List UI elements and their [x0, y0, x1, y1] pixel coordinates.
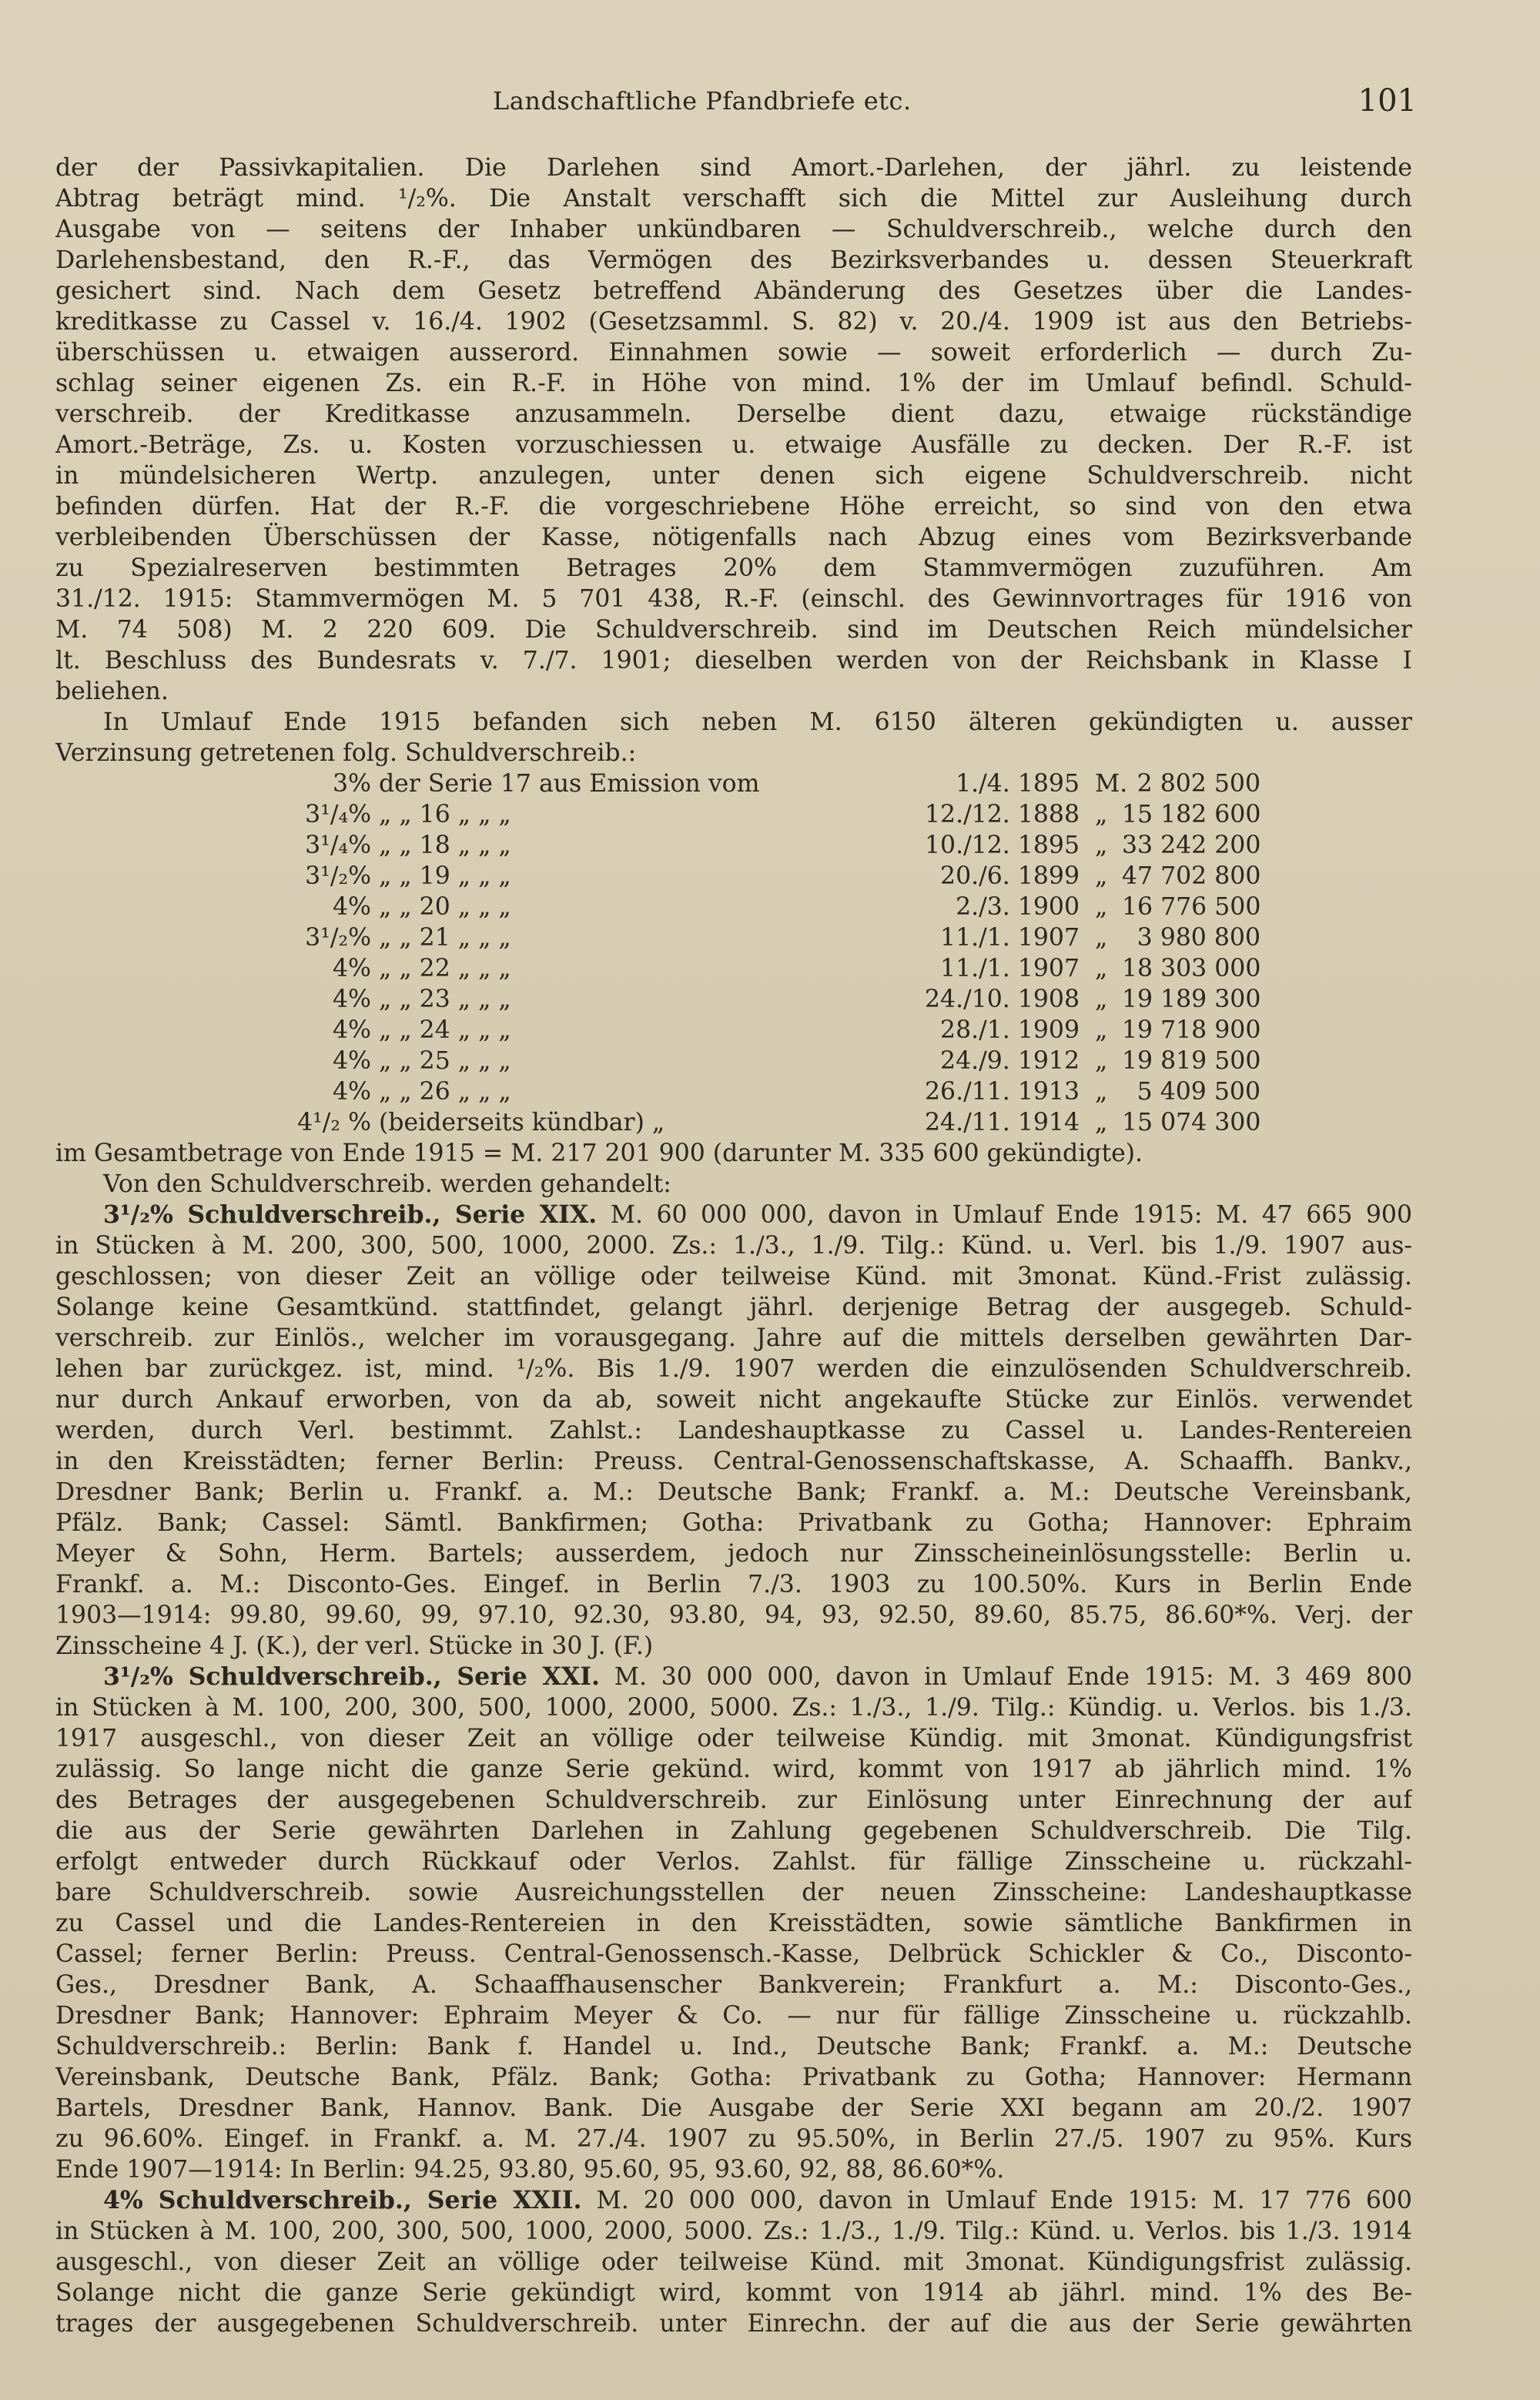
amount-cell: 47 702 800: [1122, 862, 1261, 890]
date-cell: 1./4. 1895: [956, 770, 1080, 798]
table-row: [55, 1046, 1412, 1076]
text-line: zulässig. So lange nicht die ganze Serie gekünd. wird, kommt von 1917 ab jährlich mind. 1%: [55, 1756, 1412, 1783]
text-line: ausgeschl., von dieser Zeit an völlige oder teilweise Künd. mit 3monat. Kündigungsfrist zulässig.: [55, 2248, 1412, 2276]
text-line: die aus der Serie gewährten Darlehen in Zahlung gegebenen Schuldverschreib. Die Tilg.: [55, 1817, 1412, 1845]
rate-cell: 3¹/₂%: [305, 862, 371, 890]
table-row: [55, 892, 1412, 922]
total-line: im Gesamtbetrage von Ende 1915 = M. 217 201 900 (darunter M. 335 600 gekündigte).: [55, 1140, 1143, 1167]
text-line: Meyer & Sohn, Herm. Bartels; ausserdem, jedoch nur Zinsscheineinlösungsstelle: Berlin u.: [55, 1540, 1412, 1568]
date-cell: 24./11. 1914: [925, 1109, 1080, 1136]
date-cell: 28./1. 1909: [940, 1016, 1080, 1044]
rate-cell: 3¹/₄%: [305, 832, 371, 859]
currency-cell: „: [1095, 862, 1108, 890]
table-row: [55, 1107, 1412, 1138]
series-cell: „ „ 25 „ „ „: [379, 1047, 511, 1075]
text-line: nur durch Ankauf erworben, von da ab, soweit nicht angekaufte Stücke zur Einlös. verwendet: [55, 1386, 1412, 1414]
text-line: 1917 ausgeschl., von dieser Zeit an völlige oder teilweise Kündig. mit 3monat. Kündigungsfrist: [55, 1725, 1412, 1752]
amount-cell: 5 409 500: [1137, 1078, 1260, 1106]
text-line: Dresdner Bank; Berlin u. Frankf. a. M.: Deutsche Bank; Frankf. a. M.: Deutsche Vereinsbank,: [55, 1478, 1412, 1506]
text-line: 1903—1914: 99.80, 99.60, 99, 97.10, 92.30, 93.80, 94, 93, 92.50, 89.60, 85.75, 86.60*%. Verj. der: [55, 1602, 1412, 1629]
series-cell: „ „ 16 „ „ „: [379, 801, 511, 828]
text-line: Amort.-Beträge, Zs. u. Kosten vorzuschiessen u. etwaige Ausfälle zu decken. Der R.-F. ist: [55, 431, 1412, 459]
date-cell: 24./10. 1908: [925, 986, 1080, 1013]
amount-cell: 2 802 500: [1137, 770, 1260, 798]
currency-cell: „: [1095, 955, 1108, 982]
table-row: [55, 953, 1412, 984]
text-line: Cassel; ferner Berlin: Preuss. Central-Genossensch.-Kasse, Delbrück Schickler & Co., Disconto-: [55, 1940, 1412, 1968]
date-cell: 11./1. 1907: [940, 955, 1080, 982]
series-cell: „ „ 23 „ „ „: [379, 986, 511, 1013]
text-line: des Betrages der ausgegebenen Schuldverschreib. zur Einlösung unter Einrechnung der auf: [55, 1786, 1412, 1814]
text-line: in Stücken à M. 100, 200, 300, 500, 1000, 2000, 5000. Zs.: 1./3., 1./9. Tilg.: Kündig. u. Verlos. bis 1./3.: [55, 1694, 1412, 1722]
text-line: überschüssen u. etwaigen ausserord. Einnahmen sowie — soweit erforderlich — durch Zu-: [55, 339, 1412, 367]
text-line: schlag seiner eigenen Zs. ein R.-F. in Höhe von mind. 1% der im Umlauf befindl. Schuld-: [55, 370, 1412, 397]
date-cell: 2./3. 1900: [956, 893, 1080, 921]
rate-cell: 3¹/₂%: [305, 924, 371, 952]
rate-cell: 3%: [333, 770, 371, 798]
paragraph-intro: [55, 152, 1412, 707]
text-line: 31./12. 1915: Stammvermögen M. 5 701 438, R.-F. (einschl. des Gewinnvortrages für 1916 von: [55, 585, 1412, 613]
text-line: Solange keine Gesamtkünd. stattfindet, gelangt jährl. derjenige Betrag der ausgegeb. Schuld-: [55, 1294, 1412, 1321]
section-first-rest: M. 60 000 000, davon in Umlauf Ende 1915: M. 47 665 900: [610, 1201, 1412, 1229]
currency-cell: „: [1095, 1078, 1108, 1106]
series-cell: „ „ 24 „ „ „: [379, 1016, 511, 1044]
date-cell: 20./6. 1899: [940, 862, 1080, 890]
text-line: Frankf. a. M.: Disconto-Ges. Eingef. in Berlin 7./3. 1903 zu 100.50%. Kurs in Berlin Ende: [55, 1571, 1412, 1598]
text-line: In Umlauf Ende 1915 befanden sich neben M. 6150 älteren gekündigten u. ausser: [103, 708, 1412, 736]
handled-line: Von den Schuldverschreib. werden gehandelt:: [103, 1170, 671, 1198]
currency-cell: M.: [1095, 770, 1128, 798]
text-line: trages der ausgegebenen Schuldverschreib. unter Einrechn. der auf die aus der Serie gewährten: [55, 2310, 1412, 2338]
amount-cell: 33 242 200: [1122, 832, 1261, 859]
text-line: Pfälz. Bank; Cassel: Sämtl. Bankfirmen; Gotha: Privatbank zu Gotha; Hannover: Ephraim: [55, 1509, 1412, 1537]
text-line: gesichert sind. Nach dem Gesetz betreffend Abänderung des Gesetzes über die Landes-: [55, 277, 1412, 305]
page-number: 101: [1358, 83, 1417, 119]
section-serie-xix: [55, 1200, 1412, 1662]
table-row: [55, 1076, 1412, 1107]
text-line: verschreib. zur Einlös., welcher im vorausgegang. Jahre auf die mittels derselben gewährten Dar-: [55, 1324, 1412, 1352]
text-line: Abtrag beträgt mind. ¹/₂%. Die Anstalt verschafft sich die Mittel zur Ausleihung durch: [55, 185, 1412, 213]
text-line: beliehen.: [55, 678, 169, 705]
text-line: zu Spezialreserven bestimmten Betrages 20% dem Stammvermögen zuzuführen. Am: [55, 554, 1412, 582]
date-cell: 26./11. 1913: [925, 1078, 1080, 1106]
series-cell: „ „ 21 „ „ „: [379, 924, 511, 952]
rate-cell: 4¹/₂ %: [297, 1109, 371, 1136]
amount-cell: 3 980 800: [1137, 924, 1260, 952]
rate-cell: 4%: [333, 893, 371, 921]
section-first-line: [55, 1200, 1412, 1230]
currency-cell: „: [1095, 893, 1108, 921]
text-line: Bartels, Dresdner Bank, Hannov. Bank. Die Ausgabe der Serie XXI begann am 20./2. 1907: [55, 2094, 1412, 2122]
text-line: zu Cassel und die Landes-Rentereien in den Kreisstädten, sowie sämtliche Bankfirmen in: [55, 1910, 1412, 1937]
table-row: [55, 830, 1412, 861]
text-line: werden, durch Verl. bestimmt. Zahlst.: Landeshauptkasse zu Cassel u. Landes-Rentereien: [55, 1417, 1412, 1444]
page-body: [55, 152, 1412, 2339]
currency-cell: „: [1095, 924, 1108, 952]
text-line: der der Passivkapitalien. Die Darlehen sind Amort.-Darlehen, der jährl. zu leistende: [55, 154, 1412, 182]
date-cell: 24./9. 1912: [940, 1047, 1080, 1075]
running-header: [54, 83, 1417, 125]
text-line: in den Kreisstädten; ferner Berlin: Preuss. Central-Genossenschaftskasse, A. Schaaffh. Bankv.,: [55, 1448, 1412, 1475]
section-serie-xxi: [55, 1662, 1412, 2185]
text-line: befinden dürfen. Hat der R.-F. die vorgeschriebene Höhe erreicht, so sind von den etwa: [55, 493, 1412, 521]
series-cell: (beiderseits kündbar) „: [379, 1109, 665, 1136]
series-cell: „ „ 26 „ „ „: [379, 1078, 511, 1106]
section-first-line: [55, 2185, 1412, 2216]
text-line: Dresdner Bank; Hannover: Ephraim Meyer & Co. — nur für fällige Zinsscheine u. rückzahlb.: [55, 2002, 1412, 2030]
rate-cell: 4%: [333, 955, 371, 982]
rate-cell: 4%: [333, 1047, 371, 1075]
text-line: erfolgt entweder durch Rückkauf oder Verlos. Zahlst. für fällige Zinsscheine u. rückzahl-: [55, 1848, 1412, 1876]
section-first-rest: M. 20 000 000, davon in Umlauf Ende 1915: M. 17 776 600: [596, 2187, 1412, 2214]
section-title: 4% Schuldverschreib., Serie XXII.: [103, 2186, 582, 2214]
text-line: verschreib. der Kreditkasse anzusammeln. Derselbe dient dazu, etwaige rückständige: [55, 400, 1412, 428]
amount-cell: 16 776 500: [1122, 893, 1261, 921]
table-row: [55, 922, 1412, 953]
currency-cell: „: [1095, 1047, 1108, 1075]
text-line: verbleibenden Überschüssen der Kasse, nötigenfalls nach Abzug eines vom Bezirksverbande: [55, 524, 1412, 551]
rate-cell: 3¹/₄%: [305, 801, 371, 828]
amount-cell: 18 303 000: [1122, 955, 1261, 982]
section-serie-xxii: [55, 2185, 1412, 2339]
text-line: geschlossen; von dieser Zeit an völlige oder teilweise Künd. mit 3monat. Künd.-Frist zulässig.: [55, 1263, 1412, 1290]
table-row: [55, 984, 1412, 1015]
text-line: Ausgabe von — seitens der Inhaber unkündbaren — Schuldverschreib., welche durch den: [55, 216, 1412, 243]
currency-cell: „: [1095, 986, 1108, 1013]
amount-cell: 19 819 500: [1122, 1047, 1261, 1075]
text-line: Ende 1907—1914: In Berlin: 94.25, 93.80, 95.60, 95, 93.60, 92, 88, 86.60*%.: [55, 2156, 1005, 2184]
series-cell: „ „ 22 „ „ „: [379, 955, 511, 982]
section-first-rest: M. 30 000 000, davon in Umlauf Ende 1915: M. 3 469 800: [614, 1663, 1412, 1691]
text-line: lt. Beschluss des Bundesrats v. 7./7. 1901; dieselben werden von der Reichsbank in Klasse I: [55, 647, 1412, 674]
rate-cell: 4%: [333, 1078, 371, 1106]
date-cell: 12./12. 1888: [925, 801, 1080, 828]
text-line: Vereinsbank, Deutsche Bank, Pfälz. Bank; Gotha: Privatbank zu Gotha; Hannover: Hermann: [55, 2064, 1412, 2091]
currency-cell: „: [1095, 1109, 1108, 1136]
text-line: zu 96.60%. Eingef. in Frankf. a. M. 27./4. 1907 zu 95.50%, in Berlin 27./5. 1907 zu 95%. Kurs: [55, 2125, 1412, 2153]
text-line: kreditkasse zu Cassel v. 16./4. 1902 (Gesetzsamml. S. 82) v. 20./4. 1909 ist aus den Betriebs-: [55, 308, 1412, 336]
text-line: Darlehensbestand, den R.-F., das Vermögen des Bezirksverbandes u. dessen Steuerkraft: [55, 246, 1412, 274]
text-line: in Stücken à M. 200, 300, 500, 1000, 2000. Zs.: 1./3., 1./9. Tilg.: Künd. u. Verl. bis 1./9. 1907 aus-: [55, 1232, 1412, 1260]
section-first-line: [55, 1662, 1412, 1692]
table-row: [55, 768, 1412, 799]
table-row: [55, 861, 1412, 892]
series-cell: „ „ 19 „ „ „: [379, 862, 511, 890]
rate-cell: 4%: [333, 1016, 371, 1044]
currency-cell: „: [1095, 832, 1108, 859]
amount-cell: 15 182 600: [1122, 801, 1261, 828]
text-line: Schuldverschreib.: Berlin: Bank f. Handel u. Ind., Deutsche Bank; Frankf. a. M.: Deutsche: [55, 2033, 1412, 2060]
text-line: in Stücken à M. 100, 200, 300, 500, 1000, 2000, 5000. Zs.: 1./3., 1./9. Tilg.: Künd. u. Verlos. bis 1./3. 1914: [55, 2218, 1412, 2245]
date-cell: 10./12. 1895: [925, 832, 1080, 859]
text-line: bare Schuldverschreib. sowie Ausreichungsstellen der neuen Zinsscheine: Landeshauptkasse: [55, 1879, 1412, 1906]
section-title: 3¹/₂% Schuldverschreib., Serie XXI.: [103, 1662, 600, 1691]
date-cell: 11./1. 1907: [940, 924, 1080, 952]
text-line: Ges., Dresdner Bank, A. Schaaffhausenscher Bankverein; Frankfurt a. M.: Disconto-Ges.,: [55, 1971, 1412, 1999]
amount-cell: 19 718 900: [1122, 1016, 1261, 1044]
table-row: [55, 799, 1412, 830]
table-row: [55, 1015, 1412, 1046]
series-cell: der Serie 17 aus Emission vom: [379, 770, 760, 798]
text-line: M. 74 508) M. 2 220 609. Die Schuldverschreib. sind im Deutschen Reich mündelsicher: [55, 616, 1412, 644]
paragraph-circulation: [55, 707, 1412, 768]
currency-cell: „: [1095, 801, 1108, 828]
section-title: 3¹/₂% Schuldverschreib., Serie XIX.: [103, 1200, 598, 1229]
text-line: Solange nicht die ganze Serie gekündigt wird, kommt von 1914 ab jährl. mind. 1% des Be-: [55, 2279, 1412, 2307]
text-line: in mündelsicheren Wertp. anzulegen, unter denen sich eigene Schuldverschreib. nicht: [55, 462, 1412, 490]
series-cell: „ „ 18 „ „ „: [379, 832, 511, 859]
running-title: Landschaftliche Pfandbriefe etc.: [493, 86, 912, 115]
text-line: Zinsscheine 4 J. (K.), der verl. Stücke in 30 J. (F.): [55, 1632, 654, 1660]
series-cell: „ „ 20 „ „ „: [379, 893, 511, 921]
amount-cell: 19 189 300: [1122, 986, 1261, 1013]
currency-cell: „: [1095, 1016, 1108, 1044]
text-line: lehen bar zurückgez. ist, mind. ¹/₂%. Bis 1./9. 1907 werden die einzulösenden Schuldverschreib.: [55, 1355, 1412, 1383]
amount-cell: 15 074 300: [1122, 1109, 1261, 1136]
series-table: [55, 768, 1412, 1138]
text-line: Verzinsung getretenen folg. Schuldverschreib.:: [55, 739, 637, 767]
rate-cell: 4%: [333, 986, 371, 1013]
